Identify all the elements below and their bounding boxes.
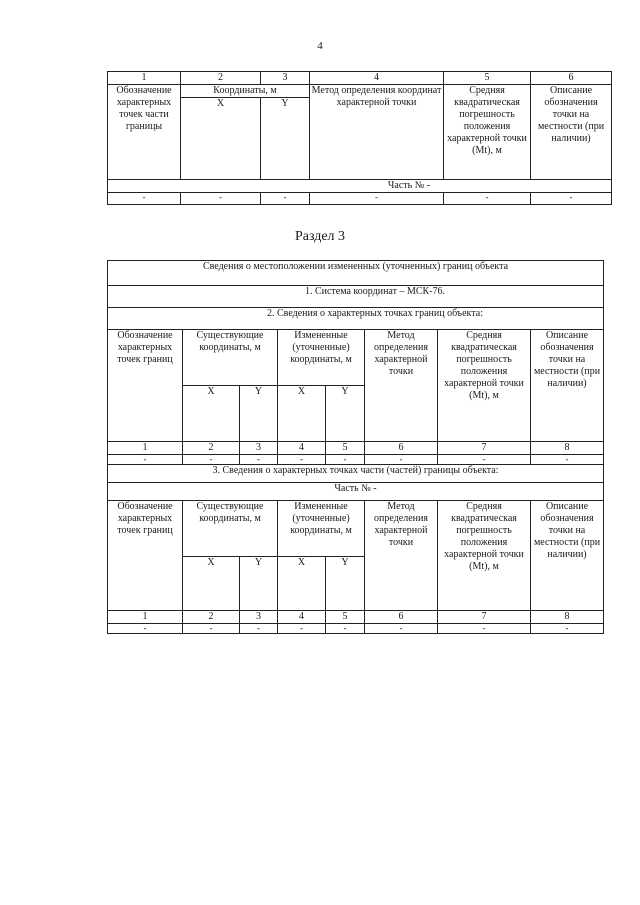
index-cell: 2 — [183, 611, 240, 624]
page-number: 4 — [317, 40, 323, 52]
data-cell: - — [531, 624, 604, 634]
data-cell: - — [531, 193, 612, 205]
header-y: Y — [261, 98, 310, 180]
data-cell: - — [181, 193, 261, 205]
header-changed-x: X — [278, 557, 326, 611]
header-designation: Обозначение характерных точек границ — [108, 330, 183, 442]
data-cell: - — [310, 193, 444, 205]
data-cell: - — [108, 455, 183, 465]
coord-system: 1. Система координат – МСК-76. — [108, 286, 604, 308]
index-cell: 7 — [438, 442, 531, 455]
data-cell: - — [108, 193, 181, 205]
index-cell: 6 — [365, 442, 438, 455]
parts-heading: 3. Сведения о характерных точках части (частей) границы объекта: — [108, 465, 604, 483]
section-table — [107, 260, 604, 634]
index-cell: 4 — [278, 611, 326, 624]
index-cell: 2 — [183, 442, 240, 455]
data-cell: - — [365, 624, 438, 634]
header-error: Средняя квадратическая погрешность положения характерной точки (Mt), м — [438, 501, 531, 611]
header-error: Средняя квадратическая погрешность положения характерной точки (Mt), м — [438, 330, 531, 442]
header-method: Метод определения характерной точки — [365, 330, 438, 442]
header-description: Описание обозначения точки на местности (при наличии) — [531, 330, 604, 442]
data-cell: - — [278, 455, 326, 465]
index-cell: 4 — [278, 442, 326, 455]
data-cell: - — [438, 624, 531, 634]
header-method: Метод определения характерной точки — [365, 501, 438, 611]
header-existing-y: Y — [240, 557, 278, 611]
data-cell: - — [240, 624, 278, 634]
header-x: X — [181, 98, 261, 180]
header-description: Описание обозначения точки на местности (при наличии) — [531, 85, 612, 180]
header-changed-y: Y — [326, 386, 365, 442]
header-changed-x: X — [278, 386, 326, 442]
header-existing: Существующие координаты, м — [183, 501, 278, 557]
header-description: Описание обозначения точки на местности (при наличии) — [531, 501, 604, 611]
header-error: Средняя квадратическая погрешность положения характерной точки (Mt), м — [444, 85, 531, 180]
header-designation: Обозначение характерных точек части границы — [108, 85, 181, 180]
index-cell: 8 — [531, 611, 604, 624]
header-changed: Измененные (уточненные) координаты, м — [278, 501, 365, 557]
data-cell: - — [261, 193, 310, 205]
data-cell: - — [438, 455, 531, 465]
section-title: Раздел 3 — [294, 229, 346, 244]
part-label: Часть № - — [108, 483, 604, 501]
index-cell: 4 — [310, 72, 444, 85]
header-changed-y: Y — [326, 557, 365, 611]
index-cell: 5 — [326, 442, 365, 455]
part-label: Часть № - — [108, 180, 612, 193]
data-cell: - — [531, 455, 604, 465]
index-cell: 3 — [240, 611, 278, 624]
index-cell: 2 — [181, 72, 261, 85]
header-coordinates: Координаты, м — [181, 85, 310, 98]
index-cell: 1 — [108, 611, 183, 624]
header-existing-x: X — [183, 386, 240, 442]
section-heading: Сведения о местоположении измененных (уточненных) границ объекта — [108, 261, 604, 286]
index-cell: 5 — [326, 611, 365, 624]
index-cell: 7 — [438, 611, 531, 624]
header-designation: Обозначение характерных точек границ — [108, 501, 183, 611]
data-cell: - — [240, 455, 278, 465]
points-heading: 2. Сведения о характерных точках границ объекта: — [108, 308, 604, 330]
index-cell: 1 — [108, 442, 183, 455]
index-cell: 3 — [261, 72, 310, 85]
data-cell: - — [326, 624, 365, 634]
header-method: Метод определения координат характерной точки — [310, 85, 444, 180]
header-existing: Существующие координаты, м — [183, 330, 278, 386]
header-existing-y: Y — [240, 386, 278, 442]
data-cell: - — [183, 624, 240, 634]
data-cell: - — [444, 193, 531, 205]
data-cell: - — [278, 624, 326, 634]
index-cell: 6 — [365, 611, 438, 624]
data-cell: - — [108, 624, 183, 634]
index-cell: 5 — [444, 72, 531, 85]
continuation-table — [107, 71, 612, 205]
index-cell: 6 — [531, 72, 612, 85]
data-cell: - — [365, 455, 438, 465]
header-existing-x: X — [183, 557, 240, 611]
index-cell: 8 — [531, 442, 604, 455]
data-cell: - — [326, 455, 365, 465]
header-changed: Измененные (уточненные) координаты, м — [278, 330, 365, 386]
data-cell: - — [183, 455, 240, 465]
index-cell: 3 — [240, 442, 278, 455]
index-cell: 1 — [108, 72, 181, 85]
